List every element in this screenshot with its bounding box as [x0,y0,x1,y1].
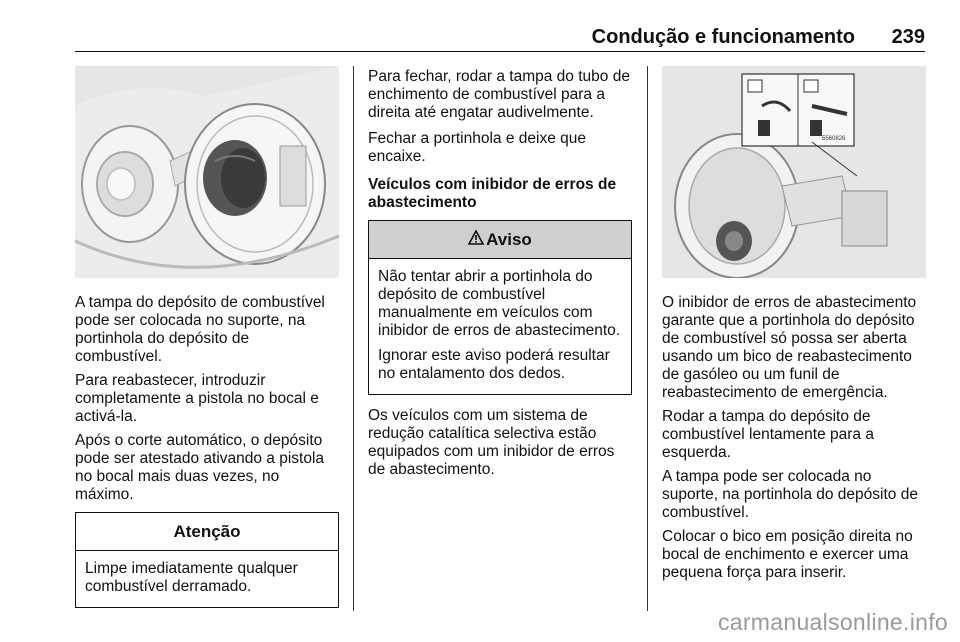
warning-text: Não tentar abrir a portinhola do depósito de combustível manualmente em veículos com inibidor de erros de abastecimento. [378,268,621,339]
paragraph: A tampa pode ser colocada no suporte, na portinhola do depósito de combustível. [662,468,918,521]
warning-header [369,221,631,259]
misfuel-inhibitor-drawing [662,66,926,278]
warning-text: Ignorar este aviso poderá resultar no entalamento dos dedos. [378,347,610,382]
figure-code: 5560826 [822,136,846,142]
warning-box [368,220,632,395]
warning-triangle-icon [468,230,484,250]
paragraph: Para fechar, rodar a tampa do tubo de enchimento de combustível para a direita até engatar audivelmente. [368,68,630,121]
paragraph: Os veículos com um sistema de redução catalítica selectiva estão equipados com um inibidor de erros de abastecimento. [368,407,615,478]
paragraph: A tampa do depósito de combustível pode ser colocada no suporte, na portinhola do depósito de combustível. [75,294,325,365]
paragraph: Colocar o bico em posição direita no bocal de enchimento e exercer uma pequena força para inserir. [662,528,913,581]
watermark: carmanualsonline.info [717,609,948,635]
section-title: Condução e funcionamento [591,26,855,48]
caution-title: Atenção [76,513,338,551]
paragraph: O inibidor de erros de abastecimento garante que a portinhola do depósito de combustível só possa ser aberta usando um bico de reabastecimento de gasóleo ou um funil de reabastecimento de emergência. [662,294,917,401]
paragraph: Após o corte automático, o depósito pode ser atestado ativando a pistola no bocal mais duas vezes, no máximo. [75,432,325,503]
fuel-cap-illustration [75,66,339,278]
paragraph: Fechar a portinhola e deixe que encaixe. [368,130,587,165]
page-header [75,20,925,52]
paragraph: Para reabastecer, introduzir completamente a pistola no bocal e activá-la. [75,372,319,425]
column-2 [368,68,632,485]
misfuel-inhibitor-illustration [662,66,926,278]
page-number: 239 [891,26,925,48]
column-divider-2 [647,66,648,611]
caution-box [75,512,339,608]
fuel-cap-drawing [75,66,339,278]
column-1 [75,66,339,620]
column-3 [662,66,926,588]
caution-text: Limpe imediatamente qualquer combustível derramado. [85,560,298,595]
subheading: Veículos com inibidor de erros de abastecimento [368,176,617,211]
paragraph: Rodar a tampa do depósito de combustível lentamente para a esquerda. [662,408,874,461]
warning-title: Aviso [486,229,532,249]
column-divider-1 [353,66,354,611]
